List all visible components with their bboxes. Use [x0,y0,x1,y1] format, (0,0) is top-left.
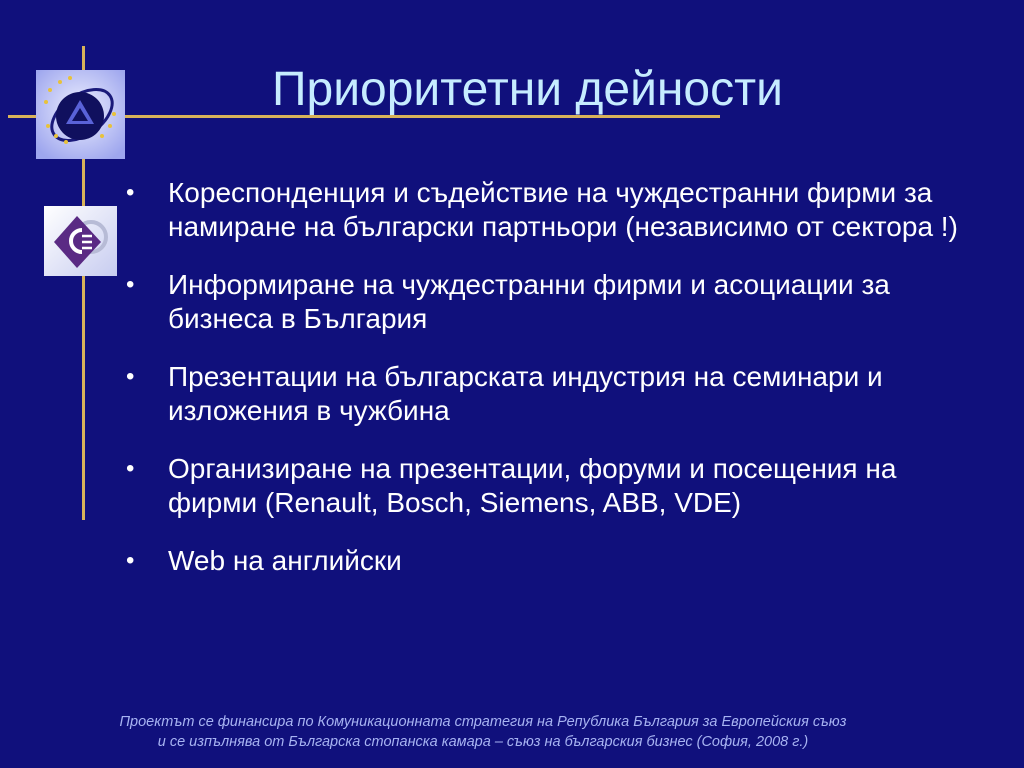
footer-line-2: и се изпълнява от Българска стопанска камара – съюз на българския бизнес (София, 2008 г.) [157,734,809,750]
list-item [126,452,986,520]
bullet-text: Презентации на българската индустрия на семинари и изложения в чужбина [168,361,883,426]
bullet-text: Кореспонденция и съдействие на чуждестранни фирми за намиране на български партньори (независимо от сектора !) [168,177,958,242]
bullet-marker: • [126,363,135,390]
bullet-marker: • [126,455,135,482]
bullet-marker: • [126,179,135,206]
bullet-marker: • [126,547,135,574]
list-item [126,268,986,336]
chamber-of-commerce-logo-icon [44,206,117,276]
bullet-text: Web на английски [168,545,402,576]
footer-note [0,712,966,752]
list-item [126,544,986,578]
list-item [126,360,986,428]
bullet-text: Информиране на чуждестранни фирми и асоциации за бизнеса в България [168,269,890,334]
bullet-marker: • [126,271,135,298]
list-item [126,176,986,244]
slide-title: Приоритетни дейности [272,63,783,116]
bullet-list [126,176,986,602]
bullet-text: Организиране на презентации, форуми и посещения на фирми (Renault, Bosch, Siemens, ABB, VDE) [168,453,897,518]
eu-communication-logo-icon [36,70,125,159]
footer-line-1: Проектът се финансира по Комуникационната стратегия на Република България за Европейския съюз [119,714,847,730]
